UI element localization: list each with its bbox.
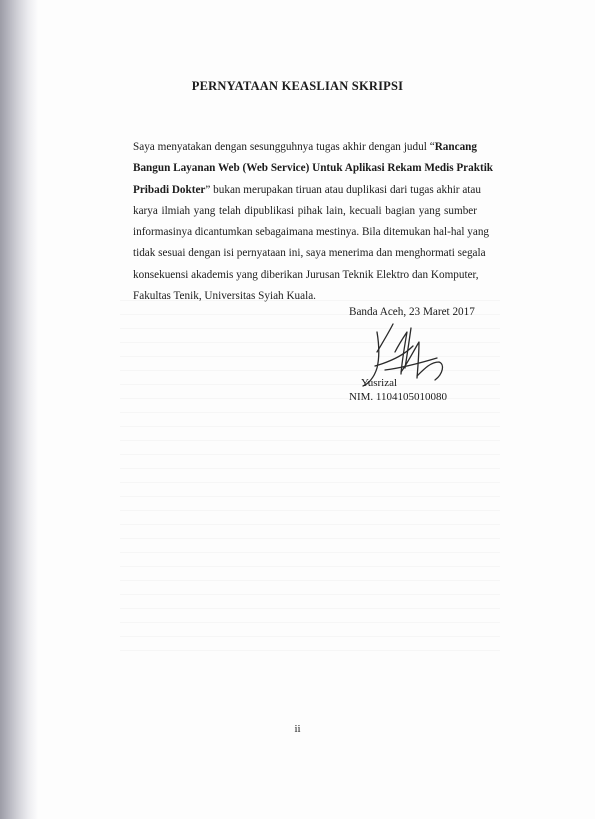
paragraph-text: ” bukan merupakan tiruan atau duplikasi dari tugas akhir atau xyxy=(205,183,481,196)
signer-nim: NIM. 1104105010080 xyxy=(349,391,447,403)
thesis-title-text: Bangun Layanan Web (Web Service) Untuk Aplikasi Rekam Medis Praktik xyxy=(133,162,494,175)
paragraph-text: informasinya dicantumkan sebagaimana mestinya. Bila ditemukan hal-hal yang xyxy=(133,226,490,239)
paragraph-line xyxy=(133,265,477,286)
paragraph-line xyxy=(133,180,481,201)
scan-edge-shadow xyxy=(0,0,38,819)
paragraph-text: tidak sesuai dengan isi pernyataan ini, saya menerima dan menghormati segala xyxy=(133,247,486,260)
page-title: PERNYATAAN KEASLIAN SKRIPSI xyxy=(191,79,404,93)
paragraph-text: Saya menyatakan dengan sesungguhnya tugas akhir dengan judul “ xyxy=(133,141,435,153)
signer-name: Yusrizal xyxy=(361,377,398,389)
statement-paragraph xyxy=(133,137,494,307)
paragraph-line xyxy=(133,137,477,158)
paragraph-line xyxy=(133,201,477,222)
paragraph-line xyxy=(133,158,494,179)
handwritten-signature xyxy=(355,322,465,402)
page-number: ii xyxy=(294,723,301,735)
paragraph-text: karya ilmiah yang telah dipublikasi pihak lain, kecuali bagian yang sumber xyxy=(133,204,477,217)
place-date: Banda Aceh, 23 Maret 2017 xyxy=(349,306,475,318)
paragraph-line xyxy=(133,222,490,243)
thesis-title-text: Pribadi Dokter xyxy=(133,183,206,196)
paragraph-text: Fakultas Tenik, Universitas Syiah Kuala. xyxy=(133,290,316,303)
thesis-title-text: Rancang xyxy=(434,141,477,153)
paragraph-line xyxy=(133,243,486,264)
paragraph-text: konsekuensi akademis yang diberikan Jurusan Teknik Elektro dan Komputer, xyxy=(133,268,479,281)
paragraph-line xyxy=(133,286,477,307)
